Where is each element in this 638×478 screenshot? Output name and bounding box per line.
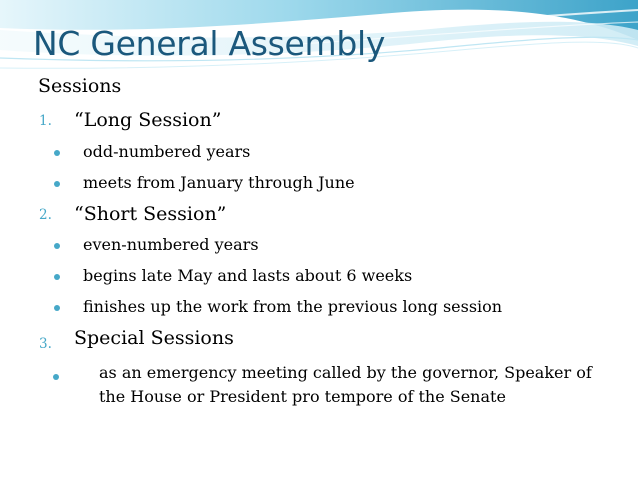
session-2-point-3: finishes up the work from the previous long session: [83, 297, 503, 316]
slide-subtitle: Sessions: [38, 75, 122, 97]
bullet-icon: [54, 150, 60, 156]
session-3-number: 3.: [39, 336, 52, 352]
session-1-point-2: meets from January through June: [83, 173, 355, 192]
session-2-title: “Short Session”: [74, 203, 227, 225]
session-2-number: 2.: [39, 207, 52, 223]
session-2-point-2: begins late May and lasts about 6 weeks: [83, 266, 413, 285]
session-1-title: “Long Session”: [74, 109, 222, 131]
bullet-icon: [54, 274, 60, 280]
session-3-title: Special Sessions: [74, 327, 234, 349]
bullet-icon: [54, 243, 60, 249]
session-2-point-1: even-numbered years: [83, 235, 259, 254]
bullet-icon: [53, 374, 59, 380]
session-1-number: 1.: [39, 113, 52, 129]
session-1-point-1: odd-numbered years: [83, 142, 251, 161]
bullet-icon: [54, 181, 60, 187]
bullet-icon: [54, 305, 60, 311]
session-3-point-1: as an emergency meeting called by the governor, Speaker of the House or President pro tempore of the Senate: [99, 363, 592, 406]
slide-title: NC General Assembly: [33, 24, 386, 63]
